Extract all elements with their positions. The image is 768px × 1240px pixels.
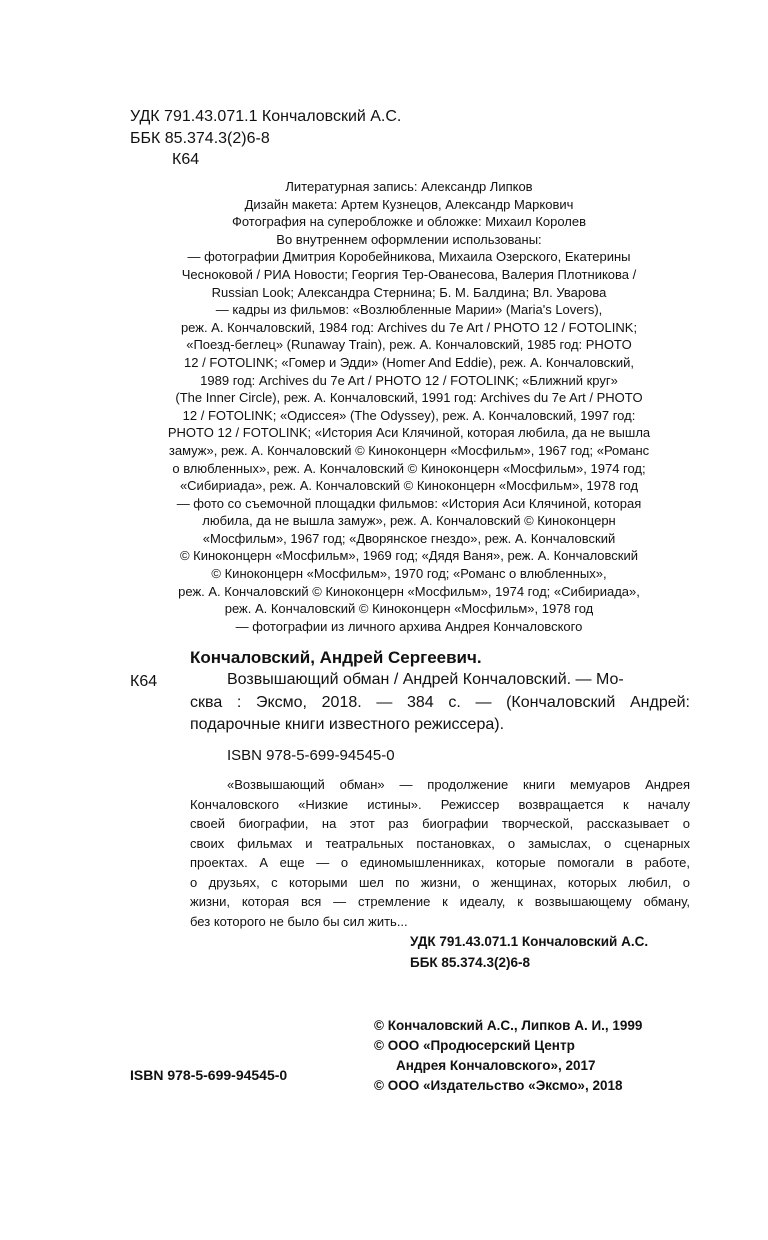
annotation-line: проектах. А еще — о единомышленниках, которые помогали в работе, bbox=[190, 855, 690, 870]
annotation-line: «Возвышающий обман» — продолжение книги мемуаров Андрея bbox=[227, 777, 690, 792]
entry-line: сква : Эксмо, 2018. — 384 с. — (Кончаловский Андрей: bbox=[190, 693, 690, 711]
author-mark: К64 bbox=[172, 151, 200, 168]
credit-line: замуж», реж. А. Кончаловский © Киноконцерн «Мосфильм», 1967 год; «Романс bbox=[168, 442, 650, 458]
catalog-entry bbox=[190, 669, 690, 737]
bottom-bbk: ББК 85.374.3(2)6-8 bbox=[410, 955, 530, 970]
credit-line: — фотографии Дмитрия Коробейникова, Михаила Озерского, Екатерины bbox=[187, 249, 631, 265]
credit-line: — фото со съемочной площадки фильмов: «История Аси Клячиной, которая bbox=[176, 495, 642, 511]
annotation bbox=[190, 775, 690, 931]
credit-line: — кадры из фильмов: «Возлюбленные Марии» (Maria's Lovers), bbox=[215, 302, 603, 318]
credit-line: Во внутреннем оформлении использованы: bbox=[276, 231, 542, 247]
credit-line: — фотографии из личного архива Андрея Кончаловского bbox=[235, 618, 583, 634]
credit-line: (The Inner Circle), реж. А. Кончаловский, 1991 год: Archives du 7e Art / PHOTO bbox=[175, 390, 643, 406]
credit-line: «Сибириада», реж. А. Кончаловский © Киноконцерн «Мосфильм», 1978 год bbox=[179, 478, 639, 494]
credit-line: Литературная запись: Александр Липков bbox=[285, 179, 533, 194]
credit-line: 1989 год: Archives du 7e Art / PHOTO 12 / FOTOLINK; «Ближний круг» bbox=[200, 372, 618, 388]
credit-line: реж. А. Кончаловский © Киноконцерн «Мосфильм», 1974 год; «Сибириада», bbox=[178, 583, 640, 599]
bottom-codes bbox=[410, 931, 648, 973]
credit-line: PHOTO 12 / FOTOLINK; «История Аси Клячиной, которая любила, да не вышла bbox=[167, 425, 651, 441]
credit-line: © Киноконцерн «Мосфильм», 1970 год; «Романс о влюбленных», bbox=[211, 566, 607, 582]
credit-line: Фотография на суперобложке и обложке: Михаил Королев bbox=[231, 214, 587, 230]
credit-line: реж. А. Кончаловский, 1984 год: Archives du 7e Art / PHOTO 12 / FOTOLINK; bbox=[180, 319, 638, 335]
credit-line: «Мосфильм», 1967 год; «Дворянское гнездо», реж. А. Кончаловский bbox=[202, 530, 616, 546]
credit-line: о влюбленных», реж. А. Кончаловский © Киноконцерн «Мосфильм», 1974 год; bbox=[172, 460, 646, 476]
copyright-block bbox=[374, 1016, 642, 1096]
annotation-line: своих фильмах и театральных постановках, о замыслах, о сценарных bbox=[190, 835, 690, 851]
credit-line: Russian Look; Александра Стернина; Б. М. Балдина; Вл. Уварова bbox=[211, 284, 607, 300]
entry-line: Возвышающий обман / Андрей Кончаловский. — Мо- bbox=[227, 671, 624, 688]
credit-line: «Поезд-беглец» (Runaway Train), реж. А. Кончаловский, 1985 год: PHOTO bbox=[186, 337, 632, 353]
credit-line: Дизайн макета: Артем Кузнецов, Александр Маркович bbox=[244, 196, 574, 212]
credit-line: 12 / FOTOLINK; «Одиссея» (The Odyssey), реж. А. Кончаловский, 1997 год: bbox=[182, 407, 636, 423]
entry-line: подарочные книги известного режиссера). bbox=[190, 716, 505, 733]
udk-code: УДК 791.43.071.1 Кончаловский А.С. bbox=[130, 108, 402, 125]
annotation-line: о друзьях, с которыми шел по жизни, о женщинах, которых любил, о bbox=[190, 874, 690, 890]
annotation-line: Кончаловского «Низкие истины». Режиссер возвращается к началу bbox=[190, 796, 690, 812]
credit-line: Чесноковой / РИА Новости; Георгия Тер-Ованесова, Валерия Плотникова / bbox=[181, 266, 637, 282]
credit-line: 12 / FOTOLINK; «Гомер и Эдди» (Homer And Eddie), реж. А. Кончаловский, bbox=[184, 354, 634, 370]
copyright-line: Андрея Кончаловского», 2017 bbox=[396, 1058, 596, 1073]
annotation-line: без которого не было бы сил жить... bbox=[190, 913, 408, 929]
credit-line: © Киноконцерн «Мосфильм», 1969 год; «Дядя Ваня», реж. А. Кончаловский bbox=[179, 548, 639, 564]
credit-line: реж. А. Кончаловский © Киноконцерн «Мосфильм», 1978 год bbox=[224, 601, 594, 617]
bottom-udk: УДК 791.43.071.1 Кончаловский А.С. bbox=[410, 934, 649, 949]
copyright-line: © Кончаловский А.С., Липков А. И., 1999 bbox=[374, 1018, 643, 1033]
bbk-code: ББК 85.374.3(2)6-8 bbox=[130, 130, 270, 147]
copyright-line: © ООО «Издательство «Эксмо», 2018 bbox=[374, 1078, 623, 1093]
catalog-mark: К64 bbox=[130, 673, 158, 690]
credit-line: любила, да не вышла замуж», реж. А. Кончаловский © Киноконцерн bbox=[202, 513, 616, 529]
credits-block bbox=[128, 178, 690, 635]
isbn-bold: ISBN 978-5-699-94545-0 bbox=[130, 1067, 288, 1083]
copyright-line: © ООО «Продюсерский Центр bbox=[374, 1038, 575, 1053]
annotation-line: жизни, которая вся — стремление к идеалу, к возвышающему обману, bbox=[190, 894, 690, 909]
catalog-isbn: ISBN 978-5-699-94545-0 bbox=[227, 747, 395, 764]
catalog-author: Кончаловский, Андрей Сергеевич. bbox=[190, 648, 482, 667]
annotation-line: своей биографии, на этот раз биографии творческой, рассказывает о bbox=[190, 816, 690, 831]
